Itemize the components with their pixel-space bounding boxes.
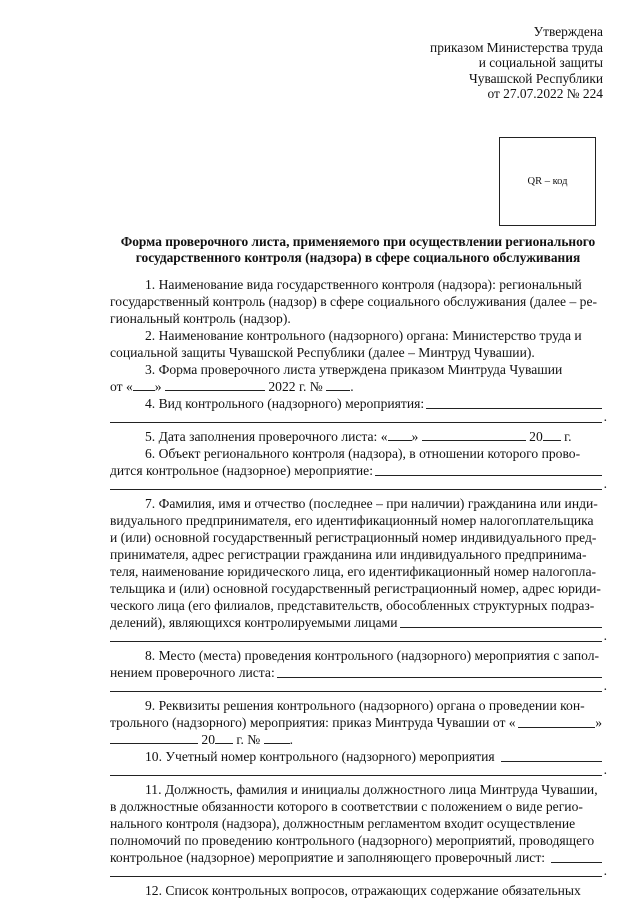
item-2-line: 2. Наименование контрольного (надзорного) органа: Министерство труда и bbox=[145, 328, 582, 343]
controlled-persons-field[interactable] bbox=[400, 615, 602, 628]
item-9-date-line: 20 г. № . bbox=[110, 731, 602, 748]
approval-line: приказом Министерства труда bbox=[430, 39, 603, 55]
month-field[interactable] bbox=[165, 378, 265, 391]
decision-month-field[interactable] bbox=[110, 731, 198, 744]
item-8-continuation-field[interactable]: . bbox=[110, 681, 602, 692]
title-line: государственного контроля (надзора) в сфере социального обслуживания bbox=[135, 250, 581, 265]
approval-line: от 27.07.2022 № 224 bbox=[487, 86, 603, 102]
item-11-line: 11. Должность, фамилия и инициалы должностного лица Минтруда Чувашии, bbox=[145, 782, 598, 797]
item-7-line: видуального предпринимателя, его идентификационный номер налогоплательщика bbox=[110, 513, 594, 528]
form-body bbox=[110, 276, 607, 899]
item-7-line: делений), являющихся контролируемыми лицами bbox=[110, 614, 602, 631]
approval-line: Чувашской Республики bbox=[469, 70, 603, 86]
item-8-line: 8. Место (места) проведения контрольного (надзорного) мероприятия с запол- bbox=[145, 648, 600, 663]
item-12-line: 12. Список контрольных вопросов, отражающих содержание обязательных bbox=[145, 883, 581, 898]
order-number-field[interactable] bbox=[326, 378, 350, 391]
approval-line: и социальной защиты bbox=[478, 55, 603, 71]
fill-day-field[interactable] bbox=[388, 428, 412, 441]
decision-day-field[interactable] bbox=[518, 715, 596, 728]
decision-year-field[interactable] bbox=[215, 731, 233, 744]
control-type-field[interactable] bbox=[426, 396, 602, 409]
item-3-date-line: от « » 2022 г. № . bbox=[110, 379, 354, 394]
item-2-line: социальной защиты Чувашской Республики (далее – Минтруд Чувашии). bbox=[110, 345, 535, 360]
item-9-line: 9. Реквизиты решения контрольного (надзорного) органа о проведении кон- bbox=[145, 698, 585, 713]
item-11-line: полномочий по проведению контрольного (надзорного) мероприятий, проводящего bbox=[110, 833, 595, 848]
item-6-line: дится контрольное (надзорное) мероприятие: bbox=[110, 462, 602, 479]
item-7-line: и (или) основной государственный регистрационный номер индивидуального пред- bbox=[110, 530, 597, 545]
item-11-line: нального контроля (надзора), должностным регламентом входит осуществление bbox=[110, 816, 576, 831]
item-1-line: 1. Наименование вида государственного контроля (надзора): региональный bbox=[145, 277, 582, 292]
item-1-line: гиональный контроль (надзор). bbox=[110, 311, 291, 326]
item-8-line: нением проверочного листа: bbox=[110, 664, 602, 681]
item-7-line: принимателя, адрес регистрации гражданина или индивидуального предпринима- bbox=[110, 547, 587, 562]
decision-number-field[interactable] bbox=[264, 731, 290, 744]
item-7-line: теля, наименование юридического лица, его идентификационный номер налогопла- bbox=[110, 564, 597, 579]
item-11-line: в должностные обязанности которого в соответствии с положением о виде регио- bbox=[110, 799, 583, 814]
registration-number-field[interactable] bbox=[501, 749, 602, 762]
qr-code-placeholder bbox=[499, 137, 596, 226]
fill-month-field[interactable] bbox=[422, 428, 526, 441]
item-5-line: 5. Дата заполнения проверочного листа: « » 20 г. bbox=[145, 429, 572, 444]
control-object-field[interactable] bbox=[375, 463, 602, 476]
item-6-continuation-field[interactable]: . bbox=[110, 479, 602, 490]
item-7-continuation-field[interactable]: . bbox=[110, 631, 602, 642]
qr-code-label: QR – код bbox=[527, 176, 568, 187]
title-line: Форма проверочного листа, применяемого при осуществлении регионального bbox=[120, 234, 596, 249]
item-4-line: 4. Вид контрольного (надзорного) мероприятия: bbox=[110, 395, 602, 412]
item-10-continuation-field[interactable]: . bbox=[110, 765, 602, 776]
approval-stamp bbox=[430, 24, 603, 102]
control-place-field[interactable] bbox=[277, 665, 602, 678]
day-field[interactable] bbox=[133, 378, 155, 391]
fill-year-field[interactable] bbox=[543, 428, 561, 441]
item-6-line: 6. Объект регионального контроля (надзора), в отношении которого прово- bbox=[145, 446, 581, 461]
item-3-line: 3. Форма проверочного листа утверждена приказом Минтруда Чувашии bbox=[145, 362, 563, 377]
item-4-continuation-field[interactable]: . bbox=[110, 412, 602, 423]
item-1-line: государственный контроль (надзор) в сфере социального обслуживания (далее – ре- bbox=[110, 294, 598, 309]
item-7-line: ческого лица (его филиалов, представительств, обособленных структурных подраз- bbox=[110, 598, 595, 613]
item-9-line: трольного (надзорного) мероприятия: приказ Минтруда Чувашии от « » bbox=[110, 715, 602, 730]
item-11-continuation-field[interactable]: . bbox=[110, 866, 602, 877]
item-7-line: тельщика и (или) основной государственный регистрационный номер, адрес юриди- bbox=[110, 581, 601, 596]
approval-line: Утверждена bbox=[533, 24, 603, 39]
item-7-line: 7. Фамилия, имя и отчество (последнее – при наличии) гражданина или инди- bbox=[145, 496, 598, 511]
item-11-line: контрольное (надзорное) мероприятие и заполняющего проверочный лист: bbox=[110, 849, 602, 866]
item-10-line: 10. Учетный номер контрольного (надзорного) мероприятия bbox=[110, 748, 602, 765]
document-title bbox=[110, 234, 606, 266]
inspector-field[interactable] bbox=[551, 850, 602, 863]
